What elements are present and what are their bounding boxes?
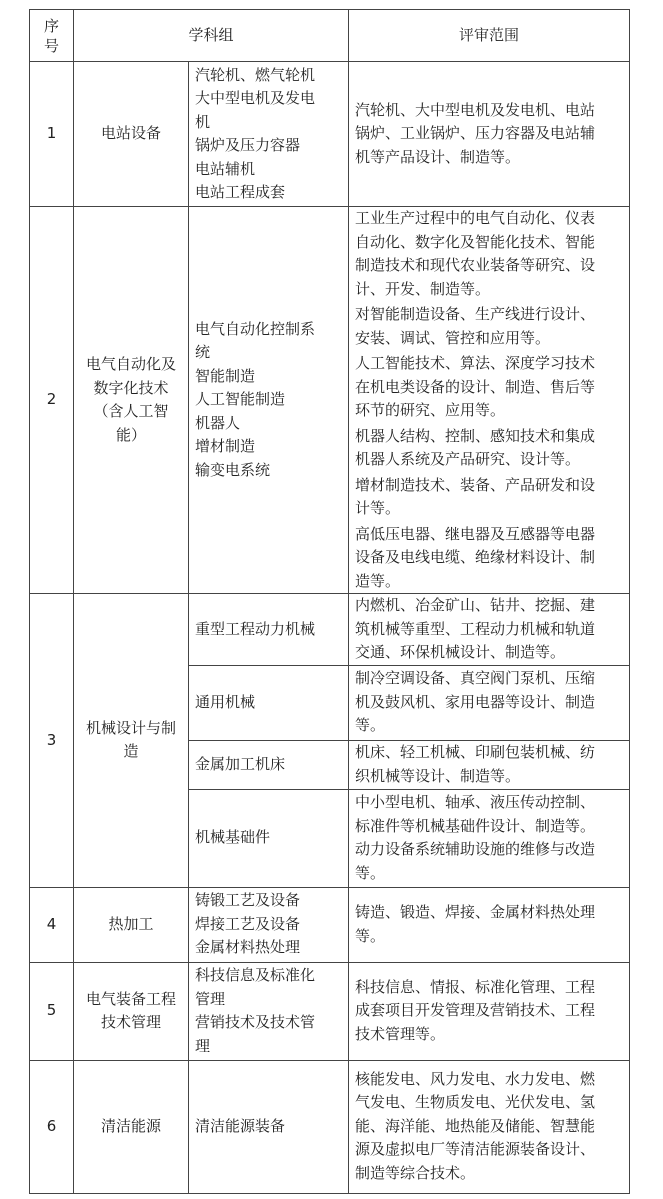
row-subjects	[189, 62, 349, 207]
cell-line: （含人工智	[93, 402, 169, 420]
table-row	[30, 594, 630, 666]
cell-line: 内燃机、冶金矿山、钻井、挖掘、建	[355, 596, 596, 614]
row-scope	[349, 789, 630, 887]
cell-line: 机器人系统及产品研究、设计等。	[355, 450, 581, 468]
cell-line: 铸造、锻造、焊接、金属材料热处理	[355, 903, 596, 921]
review-scope-table	[29, 9, 630, 1194]
row-index: 6	[30, 1060, 74, 1193]
cell-line: 机	[195, 112, 211, 131]
row-index: 1	[30, 62, 74, 207]
cell-line: 等。	[355, 926, 386, 945]
row-subjects	[189, 1060, 349, 1193]
cell-line: 设备及电线电缆、绝缘材料设计、制	[355, 548, 596, 566]
cell-line: 科技信息及标准化	[195, 966, 316, 984]
cell-line: 机床、轻工机械、印刷包装机械、纺	[355, 743, 596, 761]
cell-line: 机等产品设计、制造等。	[355, 147, 521, 166]
row-scope	[349, 740, 630, 789]
row-field: 清洁能源	[74, 1060, 189, 1193]
cell-line: 电气自动化及	[85, 355, 176, 373]
cell-line: 制造等综合技术。	[355, 1163, 476, 1182]
cell-line: 高低压电器、继电器及互感器等电器	[355, 524, 596, 543]
cell-line: 增材制造技术、装备、产品研发和设	[355, 475, 596, 494]
cell-line: 清洁能源装备	[195, 1116, 286, 1135]
cell-line: 技术管理	[100, 1013, 161, 1031]
cell-line: 锅炉、工业锅炉、压力容器及电站辅	[355, 124, 596, 143]
cell-line: 自动化、数字化及智能化技术、智能	[355, 232, 596, 251]
cell-line: 管理	[195, 989, 226, 1008]
row-index: 3	[30, 594, 74, 888]
table-row	[30, 207, 630, 594]
row-index: 4	[30, 887, 74, 962]
cell-line: 动力设备系统辅助设施的维修与改造	[355, 840, 596, 858]
cell-line: 机及鼓风机、家用电器等设计、制造	[355, 692, 596, 711]
cell-line: 造	[123, 742, 139, 761]
cell-line: 金属材料热处理	[195, 938, 301, 957]
cell-line: 机器人	[195, 413, 241, 432]
cell-line: 标准件等机械基础件设计、制造等。	[355, 816, 596, 835]
header-row	[30, 10, 630, 62]
header-scope: 评审范围	[349, 10, 630, 62]
cell-line: 输变电系统	[195, 460, 271, 479]
cell-line: 机器人结构、控制、感知技术和集成	[355, 426, 596, 445]
cell-line: 中小型电机、轴承、液压传动控制、	[355, 793, 596, 811]
table-row	[30, 1060, 630, 1193]
row-scope	[349, 207, 630, 594]
cell-line: 焊接工艺及设备	[195, 914, 301, 933]
row-scope	[349, 887, 630, 962]
cell-line: 能、海洋能、地热能及储能、智慧能	[355, 1116, 596, 1135]
cell-line: 工业生产过程中的电气自动化、仪表	[355, 209, 596, 227]
row-field: 电站设备	[74, 62, 189, 207]
row-subject: 通用机械	[189, 665, 349, 740]
row-field	[74, 207, 189, 594]
cell-line: 等。	[355, 716, 386, 735]
row-subject: 重型工程动力机械	[189, 594, 349, 666]
cell-line: 电站辅机	[195, 159, 256, 178]
cell-line: 在机电类设备的设计、制造、售后等	[355, 377, 596, 396]
row-index: 2	[30, 207, 74, 594]
cell-line: 源及虚拟电厂等清洁能源装备设计、	[355, 1140, 596, 1159]
table-row	[30, 62, 630, 207]
cell-line: 统	[195, 343, 211, 362]
row-field	[74, 594, 189, 888]
cell-line: 能）	[115, 425, 146, 444]
cell-line: 锅炉及压力容器	[195, 136, 301, 154]
row-field	[74, 962, 189, 1060]
cell-line: 电气自动化控制系	[195, 319, 316, 338]
row-scope	[349, 665, 630, 740]
cell-line: 筑机械等重型、工程动力机械和轨道	[355, 619, 596, 638]
cell-line: 理	[195, 1036, 211, 1055]
cell-line: 交通、环保机械设计、制造等。	[355, 643, 566, 661]
cell-line: 计等。	[355, 499, 401, 517]
cell-line: 对智能制造设备、生产线进行设计、	[355, 305, 596, 323]
cell-line: 气发电、生物质发电、光伏发电、氢	[355, 1093, 596, 1112]
row-index: 5	[30, 962, 74, 1060]
cell-line: 汽轮机、燃气轮机	[195, 65, 316, 84]
cell-line: 机械设计与制	[85, 718, 176, 737]
row-field: 热加工	[74, 887, 189, 962]
cell-line: 人工智能制造	[195, 390, 286, 409]
row-subjects	[189, 207, 349, 594]
cell-line: 环节的研究、应用等。	[355, 401, 506, 419]
row-scope	[349, 594, 630, 666]
cell-line: 科技信息、情报、标准化管理、工程	[355, 977, 596, 996]
cell-line: 增材制造	[195, 437, 256, 456]
cell-line: 技术管理等。	[355, 1024, 446, 1043]
cell-line: 成套项目开发管理及营销技术、工程	[355, 1001, 596, 1020]
row-scope	[349, 962, 630, 1060]
cell-line: 织机械等设计、制造等。	[355, 766, 521, 785]
cell-line: 制造技术和现代农业装备等研究、设	[355, 256, 596, 274]
cell-line: 造等。	[355, 571, 401, 590]
row-subjects	[189, 962, 349, 1060]
cell-line: 电气装备工程	[85, 989, 176, 1008]
header-index: 序 号	[30, 10, 74, 62]
table-row	[30, 887, 630, 962]
cell-line: 营销技术及技术管	[195, 1013, 316, 1031]
row-scope	[349, 1060, 630, 1193]
header-group: 学科组	[74, 10, 349, 62]
row-subjects	[189, 887, 349, 962]
row-subject: 金属加工机床	[189, 740, 349, 789]
row-subject: 机械基础件	[189, 789, 349, 887]
cell-line: 制冷空调设备、真空阀门泵机、压缩	[355, 669, 596, 688]
cell-line: 数字化技术	[93, 378, 169, 397]
cell-line: 铸锻工艺及设备	[195, 891, 301, 910]
cell-line: 大中型电机及发电	[195, 89, 316, 107]
cell-line: 安装、调试、管控和应用等。	[355, 328, 551, 347]
cell-line: 智能制造	[195, 366, 256, 385]
cell-line: 等。	[355, 863, 386, 882]
cell-line: 核能发电、风力发电、水力发电、燃	[355, 1069, 596, 1088]
cell-line: 电站工程成套	[195, 183, 286, 201]
cell-line: 人工智能技术、算法、深度学习技术	[355, 354, 596, 372]
cell-line: 汽轮机、大中型电机及发电机、电站	[355, 100, 596, 119]
row-scope	[349, 62, 630, 207]
table-row	[30, 962, 630, 1060]
cell-line: 计、开发、制造等。	[355, 279, 491, 298]
